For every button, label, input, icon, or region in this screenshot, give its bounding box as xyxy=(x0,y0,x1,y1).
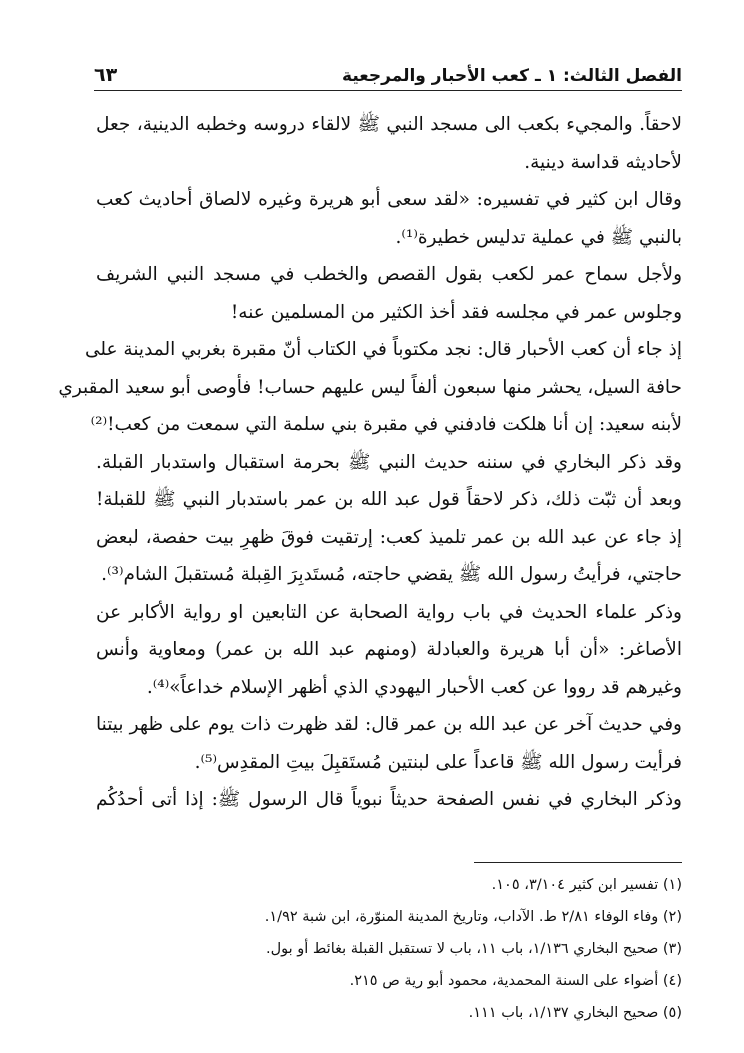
text-line: وبعد أن ثبّت ذلك، ذكر لاحقاً قول عبد الله بن عمر باستدبار النبي ﷺ للقبلة! xyxy=(96,489,682,510)
header-rule xyxy=(94,90,682,91)
text-line: وذكر البخاري في نفس الصفحة حديثاً نبوياً قال الرسول ﷺ: إذا أتى أحدُكُم xyxy=(96,789,682,810)
footnote: (٤) أضواء على السنة المحمدية، محمود أبو رية ص ٢١٥. xyxy=(349,973,682,989)
text-line: وغيرهم قد رووا عن كعب الأحبار اليهودي الذي أظهر الإسلام خداعاً»⁽⁴⁾. xyxy=(146,676,682,698)
text-line: وقال ابن كثير في تفسيره: «لقد سعى أبو هريرة وغيره لالصاق أحاديث كعب xyxy=(96,189,682,210)
text-line: إذ جاء عن عبد الله بن عمر تلميذ كعب: إرتقيت فوقَ ظهرِ بيت حفصة، لبعض xyxy=(96,526,682,548)
text-line: وقد ذكر البخاري في سننه حديث النبي ﷺ بحرمة استقبال واستدبار القبلة. xyxy=(96,451,682,473)
text-line: وذكر علماء الحديث في باب رواية الصحابة عن التابعين او رواية الأكابر عن xyxy=(96,601,682,623)
footnote: (٢) وفاء الوفاء ٢/٨١ ط. الآداب، وتاريخ المدينة المنوّرة، ابن شبة ١/٩٢. xyxy=(264,909,682,925)
footnote: (١) تفسير ابن كثير ٣/١٠٤، ١٠٥. xyxy=(491,877,682,893)
text-line: إذ جاء أن كعب الأحبار قال: نجد مكتوباً في الكتاب أنّ مقبرة بغربي المدينة على xyxy=(84,339,682,360)
footnotes xyxy=(96,869,682,1029)
text-line: لأبنه سعيد: إن أنا هلكت فادفني في مقبرة بني سلمة التي سمعت من كعب!⁽²⁾ xyxy=(90,414,682,435)
text-line: وجلوس عمر في مجلسه فقد أخذ الكثير من المسلمين عنه! xyxy=(230,301,682,323)
text-line: لأحاديثه قداسة دينية. xyxy=(524,151,682,173)
footnote: (٣) صحيح البخاري ١/١٣٦، باب ١١، باب لا تستقبل القبلة بغائط أو بول. xyxy=(266,941,682,957)
body-text xyxy=(58,114,682,829)
text-line: وفي حديث آخر عن عبد الله بن عمر قال: لقد ظهرت ذات يوم على ظهر بيتنا xyxy=(96,714,682,735)
text-line: فرأيت رسول الله ﷺ قاعداً على لبنتين مُستَقبِلَ بيتِ المقدِس⁽⁵⁾. xyxy=(194,751,682,773)
page-number: ٦٣ xyxy=(94,64,118,86)
footnote-rule xyxy=(474,862,682,863)
text-line: بالنبي ﷺ في عملية تدليس خطيرة⁽¹⁾. xyxy=(395,226,682,248)
text-line: الأصاغر: «أن أبا هريرة والعبادلة (ومنهم عبد الله بن عمر) ومعاوية وأنس xyxy=(96,639,682,660)
page-header xyxy=(94,52,682,86)
text-line: حاجتي، فرأيتُ رسول الله ﷺ يقضي حاجته، مُستَدبِرَ القِبلة مُستقبلَ الشام⁽³⁾. xyxy=(101,564,682,585)
text-line: لاحقاً. والمجيء بكعب الى مسجد النبي ﷺ لالقاء دروسه وخطبه الدينية، جعل xyxy=(96,114,682,135)
text-line: حافة السيل، يحشر منها سبعون ألفاً ليس عليهم حساب! فأوصى أبو سعيد المقبري xyxy=(58,376,682,398)
text-line: ولأجل سماح عمر لكعب بقول القصص والخطب في مسجد النبي الشريف xyxy=(96,264,682,285)
running-head: الفصل الثالث: ١ ـ كعب الأحبار والمرجعية xyxy=(342,66,682,86)
footnote: (٥) صحيح البخاري ١/١٣٧، باب ١١١. xyxy=(468,1005,682,1021)
